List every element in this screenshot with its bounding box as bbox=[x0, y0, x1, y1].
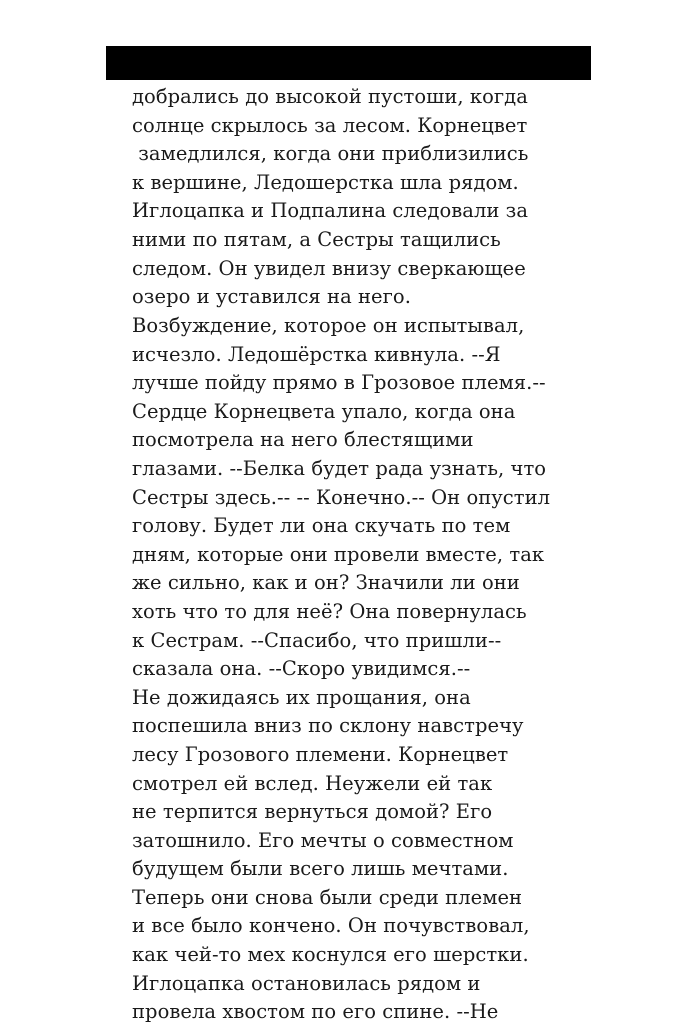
text-line: озеро и уставился на него. bbox=[132, 285, 411, 309]
text-line: лучше пойду прямо в Грозовое племя.-- bbox=[132, 371, 546, 395]
text-line: не терпится вернуться домой? Его bbox=[132, 800, 493, 824]
text-line: глазами. --Белка будет рада узнать, что bbox=[132, 456, 547, 480]
text-line: к вершине, Ледошерстка шла рядом. bbox=[132, 170, 519, 194]
text-line: Теперь они снова были среди племен bbox=[132, 885, 523, 909]
text-line: затошнило. Его мечты о совместном bbox=[132, 828, 514, 852]
redaction-bar bbox=[106, 46, 591, 80]
text-line: замедлился, когда они приблизились bbox=[132, 142, 529, 166]
text-line: как чей-то мех коснулся его шерстки. bbox=[132, 943, 529, 967]
text-line: Иглоцапка и Подпалина следовали за bbox=[132, 199, 529, 223]
text-line: ними по пятам, а Сестры тащились bbox=[132, 227, 501, 251]
text-line: смотрел ей вслед. Неужели ей так bbox=[132, 771, 493, 795]
text-line: к Сестрам. --Спасибо, что пришли-- bbox=[132, 628, 502, 652]
text-line: будущем были всего лишь мечтами. bbox=[132, 857, 509, 881]
text-line: поспешила вниз по склону навстречу bbox=[132, 714, 524, 738]
text-line: Сестры здесь.-- -- Конечно.-- Он опустил bbox=[132, 485, 551, 509]
text-line: сказала она. --Скоро увидимся.-- bbox=[132, 657, 471, 681]
text-line: и все было кончено. Он почувствовал, bbox=[132, 914, 530, 938]
paragraph-2 bbox=[132, 312, 602, 1027]
text-line: посмотрела на него блестящими bbox=[132, 428, 474, 452]
text-line: провела хвостом по его спине. --Не bbox=[132, 1000, 499, 1024]
text-line: следом. Он увидел внизу сверкающее bbox=[132, 256, 526, 280]
text-line: добрались до высокой пустоши, когда bbox=[132, 85, 528, 108]
text-line: же сильно, как и он? Значили ли они bbox=[132, 571, 520, 595]
text-line: Иглоцапка остановилась рядом и bbox=[132, 971, 481, 995]
text-line: исчезло. Ледошёрстка кивнула. --Я bbox=[132, 342, 501, 366]
text-line: лесу Грозового племени. Корнецвет bbox=[132, 742, 509, 766]
paragraph-1 bbox=[132, 83, 602, 312]
text-line: хоть что то для неё? Она повернулась bbox=[132, 599, 527, 623]
text-line: Не дожидаясь их прощания, она bbox=[132, 685, 471, 709]
text-line: Сердце Корнецвета упало, когда она bbox=[132, 399, 516, 423]
text-line: солнце скрылось за лесом. Корнецвет bbox=[132, 113, 528, 137]
text-line: дням, которые они провели вместе, так bbox=[132, 542, 545, 566]
text-line: Возбуждение, которое он испытывал, bbox=[132, 314, 525, 337]
text-line: голову. Будет ли она скучать по тем bbox=[132, 514, 511, 538]
